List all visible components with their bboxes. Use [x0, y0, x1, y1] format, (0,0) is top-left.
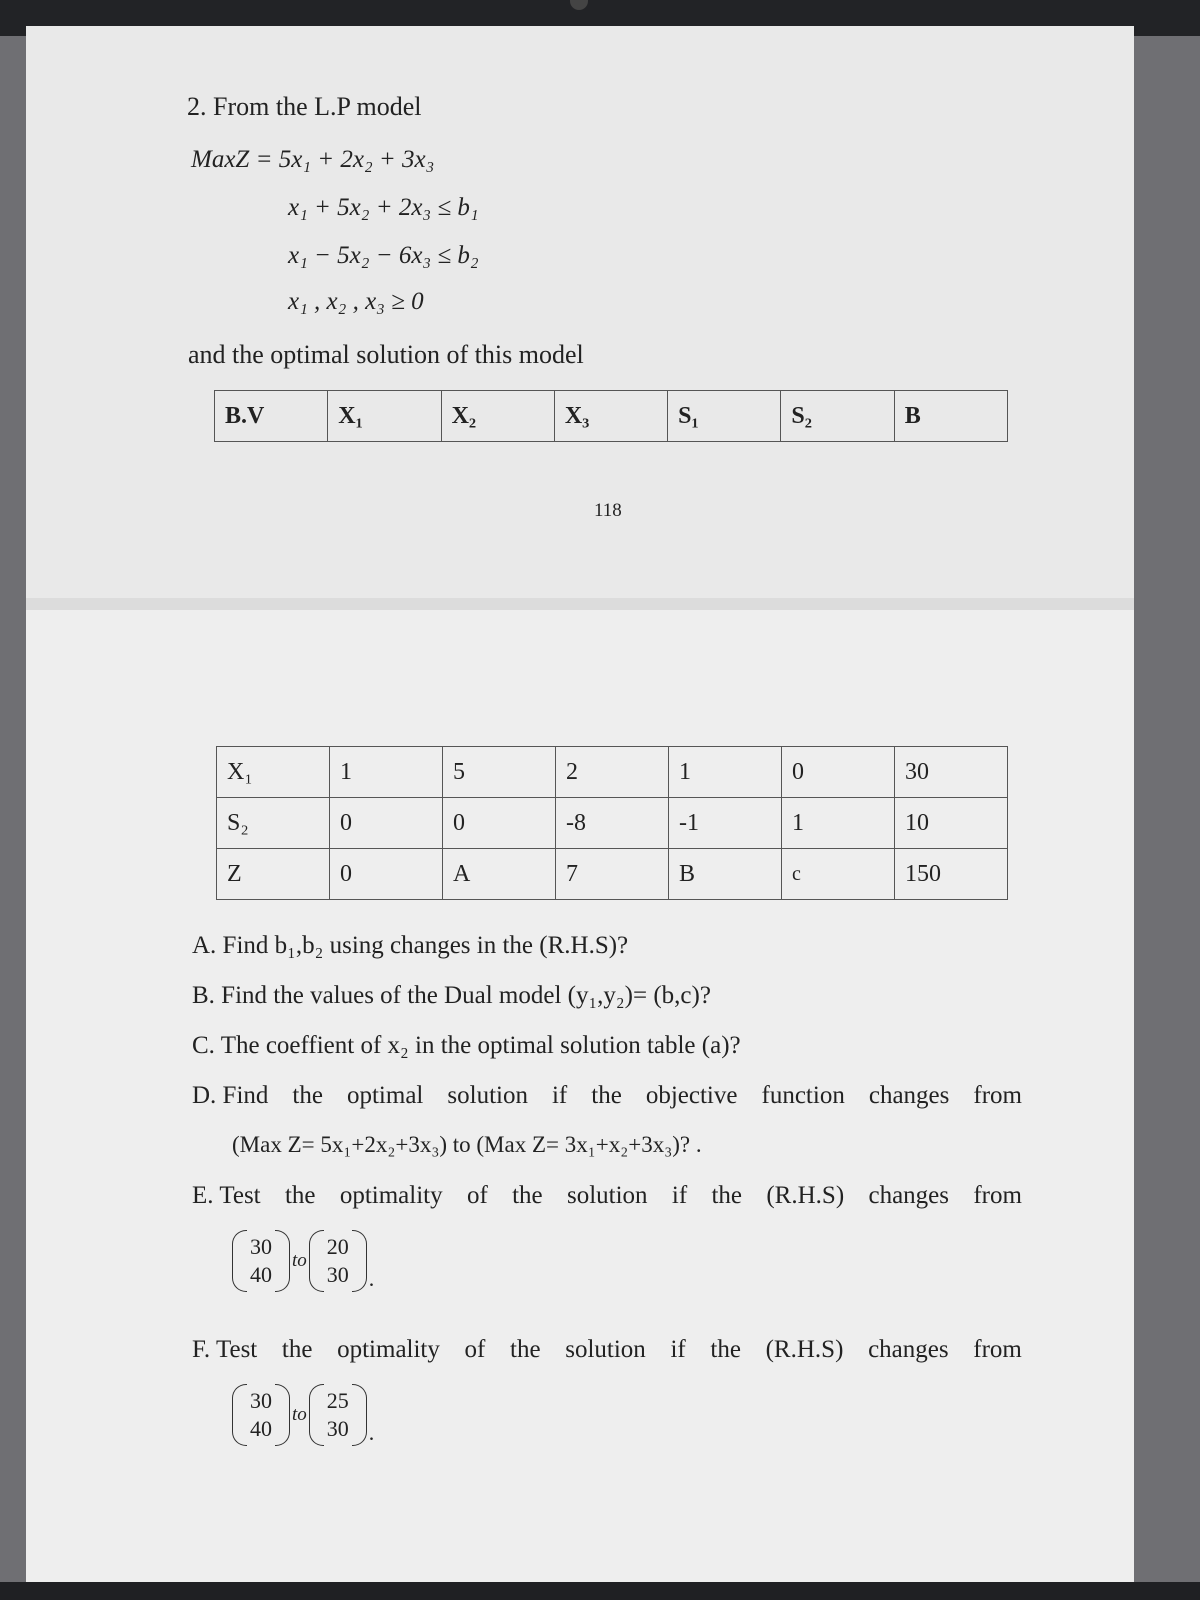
- non-negativity: x₁ , x₂ , x₃ ≥ 0: [288, 288, 424, 315]
- table-cell: 7: [556, 849, 669, 900]
- table-cell: 150: [895, 849, 1008, 900]
- vector-from: [247, 1233, 275, 1289]
- word: changes: [868, 1336, 949, 1363]
- constraint-1: x₁ + 5x₂ + 2x₃ ≤ b₁: [288, 194, 479, 221]
- table-cell: c: [782, 849, 895, 900]
- paren-right: [275, 1384, 290, 1446]
- table-cell: -8: [556, 798, 669, 849]
- question-f: [192, 1336, 1022, 1364]
- bottom-bezel: [0, 1582, 1200, 1600]
- word: objective: [645, 1082, 738, 1109]
- table-cell: S₂: [217, 798, 330, 849]
- table-row: [217, 798, 1008, 849]
- word: the: [510, 1336, 541, 1363]
- word: the: [284, 1182, 316, 1209]
- solution-intro: and the optimal solution of this model: [188, 340, 584, 369]
- vector-value: 30: [250, 1388, 272, 1413]
- to-label: to: [292, 1250, 307, 1271]
- to-label: to: [292, 1404, 307, 1425]
- word: if: [670, 1336, 686, 1363]
- table-cell: X₁: [217, 747, 330, 798]
- vector-to: [324, 1387, 352, 1443]
- paren-right: [275, 1230, 290, 1292]
- table-header-row: [215, 391, 1008, 442]
- header-cell: X₃: [554, 391, 667, 442]
- camera-notch: [570, 0, 588, 10]
- question-d: [192, 1082, 1022, 1110]
- vector-value: 30: [250, 1234, 272, 1259]
- word: (R.H.S): [765, 1336, 844, 1363]
- question-b: B. Find the values of the Dual model (y₁,y₂)= (b,c)?: [192, 982, 711, 1009]
- word: optimality: [337, 1336, 440, 1363]
- paren-left: [232, 1230, 247, 1292]
- table-cell: A: [443, 849, 556, 900]
- problem-heading: 2. From the L.P model: [187, 92, 422, 121]
- word: function: [761, 1082, 845, 1109]
- table-cell: 0: [782, 747, 895, 798]
- word: the: [711, 1182, 743, 1209]
- word: the: [512, 1182, 543, 1209]
- table-cell: 0: [443, 798, 556, 849]
- word: the: [292, 1082, 323, 1109]
- table-cell: 0: [330, 798, 443, 849]
- table-cell: 2: [556, 747, 669, 798]
- paren-left: [232, 1384, 247, 1446]
- word: changes: [868, 1182, 950, 1209]
- table-cell: 1: [669, 747, 782, 798]
- table-cell: 5: [443, 747, 556, 798]
- table-cell: B: [669, 849, 782, 900]
- constraint-2: x₁ − 5x₂ − 6x₃ ≤ b₂: [288, 242, 479, 269]
- word: the: [710, 1336, 741, 1363]
- table-cell: 10: [895, 798, 1008, 849]
- page-upper: [26, 26, 1134, 600]
- table-header: [214, 390, 1008, 442]
- page-number: 118: [594, 500, 622, 521]
- vector-from: [247, 1387, 275, 1443]
- objective-function: MaxZ = 5x₁ + 2x₂ + 3x₃: [191, 146, 435, 173]
- question-a: A. Find b₁,b₂ using changes in the (R.H.S)?: [192, 932, 629, 959]
- header-cell: B: [894, 391, 1007, 442]
- header-cell: X₁: [328, 391, 441, 442]
- word: E. Test: [192, 1182, 261, 1209]
- rhs-matrix-f: [232, 1384, 374, 1446]
- word: from: [973, 1082, 1022, 1109]
- paren-left: [309, 1384, 324, 1446]
- paren-right: [352, 1384, 367, 1446]
- paren-right: [352, 1230, 367, 1292]
- word: the: [591, 1082, 622, 1109]
- table-cell: -1: [669, 798, 782, 849]
- word: if: [551, 1082, 568, 1109]
- word: D. Find: [192, 1082, 269, 1109]
- period: .: [368, 1420, 375, 1445]
- vector-value: 40: [250, 1262, 272, 1287]
- vector-value: 30: [326, 1416, 349, 1441]
- word: of: [466, 1182, 488, 1209]
- header-cell: B.V: [215, 391, 328, 442]
- word: the: [281, 1336, 313, 1363]
- question-e: [192, 1182, 1022, 1210]
- word: F. Test: [192, 1336, 258, 1363]
- vector-to: [324, 1233, 352, 1289]
- word: solution: [566, 1182, 648, 1209]
- table-cell: 1: [330, 747, 443, 798]
- word: optimality: [339, 1182, 443, 1209]
- header-cell: X₂: [441, 391, 554, 442]
- table-cell: Z: [217, 849, 330, 900]
- table-cell: 0: [330, 849, 443, 900]
- vector-value: 30: [326, 1262, 349, 1287]
- table-row: [217, 849, 1008, 900]
- page-lower: [26, 610, 1134, 1582]
- word: (R.H.S): [766, 1182, 845, 1209]
- word: solution: [447, 1082, 528, 1109]
- vector-value: 20: [326, 1234, 349, 1259]
- header-cell: S₂: [781, 391, 894, 442]
- word: from: [973, 1182, 1022, 1209]
- word: solution: [565, 1336, 646, 1363]
- question-c: C. The coeffient of x₂ in the optimal solution table (a)?: [192, 1032, 741, 1059]
- table-row: [217, 747, 1008, 798]
- word: from: [973, 1336, 1022, 1363]
- vector-value: 40: [250, 1416, 272, 1441]
- period: .: [368, 1266, 375, 1291]
- paren-left: [309, 1230, 324, 1292]
- vector-value: 25: [326, 1388, 349, 1413]
- question-d-line2: (Max Z= 5x₁+2x₂+3x₃) to (Max Z= 3x₁+x₂+3x₃)? .: [232, 1132, 702, 1157]
- page-divider: [26, 598, 1134, 610]
- table-body: [216, 746, 1008, 900]
- header-cell: S₁: [668, 391, 781, 442]
- table-cell: 1: [782, 798, 895, 849]
- table-cell: 30: [895, 747, 1008, 798]
- word: of: [464, 1336, 486, 1363]
- word: changes: [868, 1082, 950, 1109]
- rhs-matrix-e: [232, 1230, 374, 1292]
- word: if: [671, 1182, 688, 1209]
- word: optimal: [346, 1082, 424, 1109]
